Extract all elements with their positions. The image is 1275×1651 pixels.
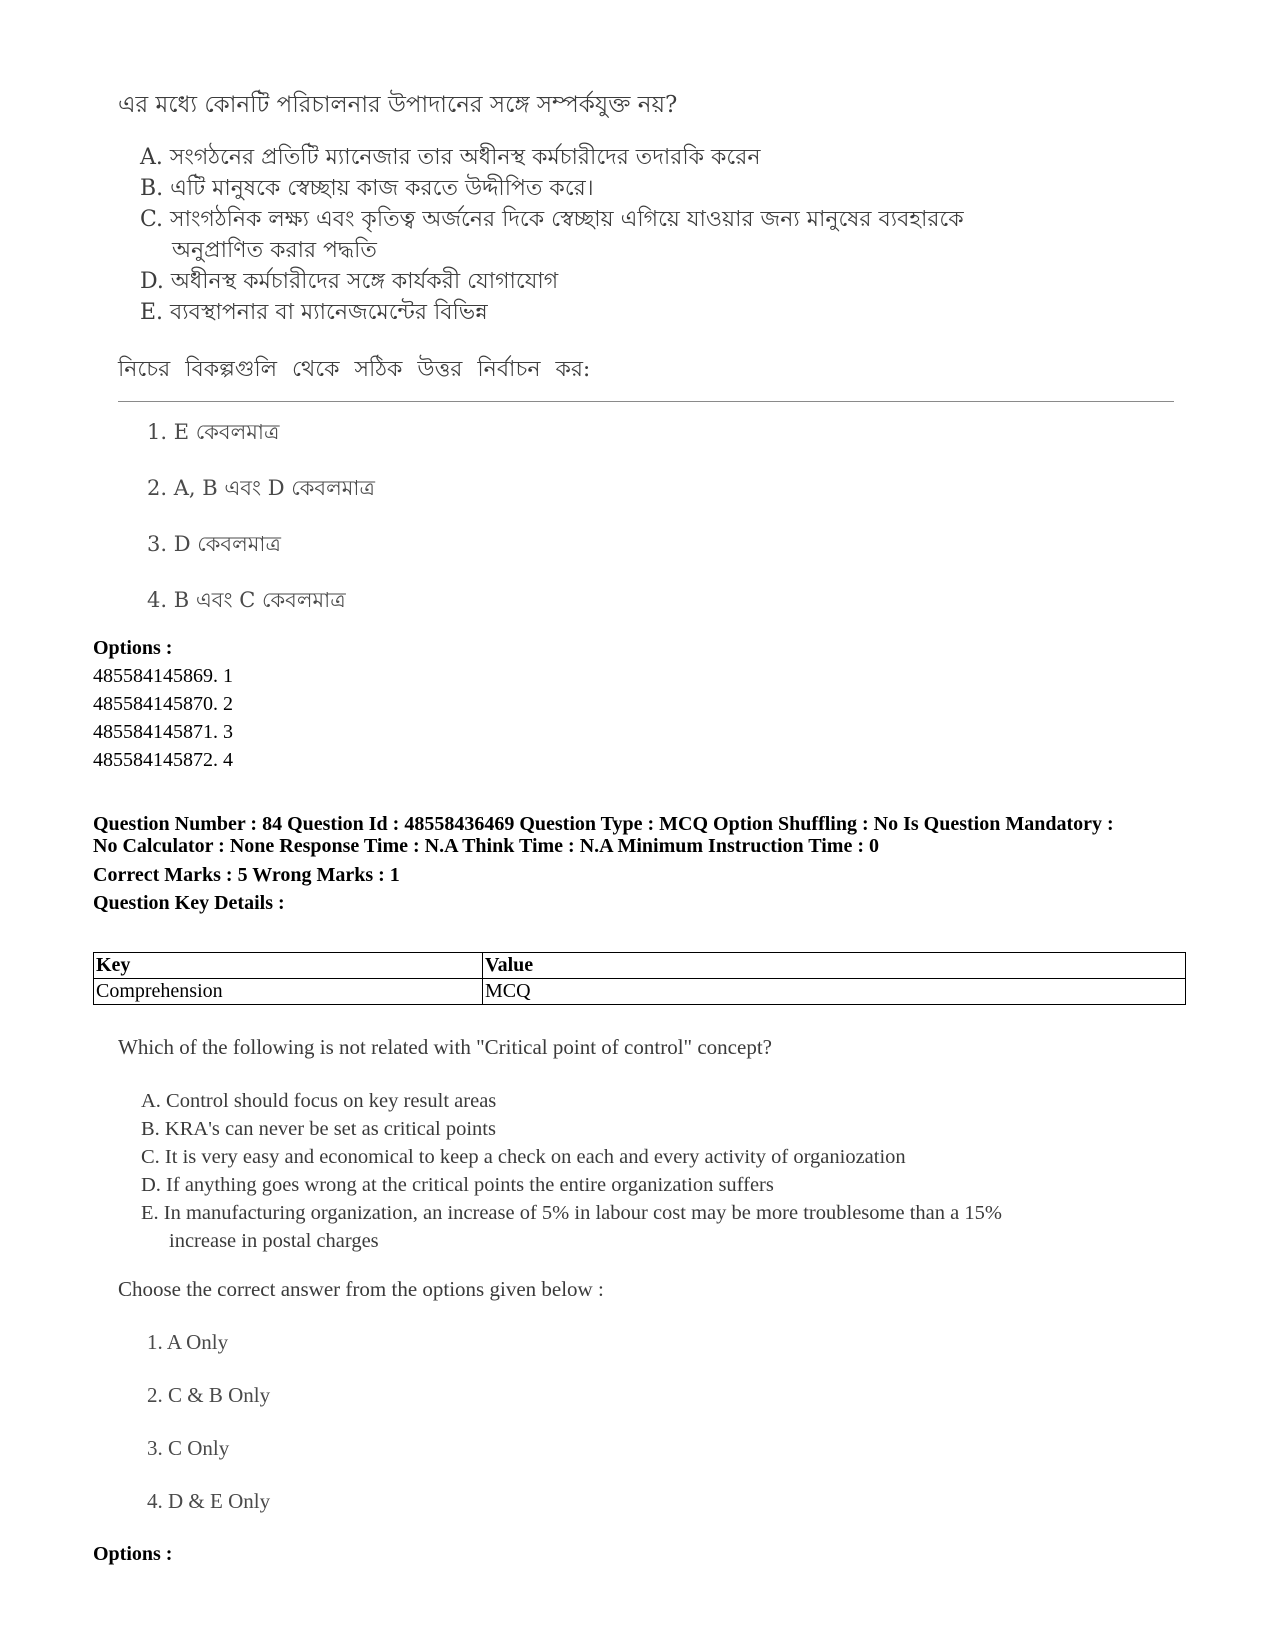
options-heading: Options : [93, 1543, 173, 1565]
table-header-value: Value [483, 953, 1186, 979]
option-id: 485584145871. 3 [93, 721, 233, 743]
english-answer-choice: 4. D & E Only [147, 1489, 271, 1513]
options-heading: Options : [93, 637, 173, 659]
english-statement-list [141, 1087, 1002, 1255]
bengali-answer-choice: 1. E কেবলমাত্র [147, 420, 280, 444]
table-row [94, 979, 1186, 1005]
table-cell-value: MCQ [483, 979, 1186, 1005]
marks-line: Correct Marks : 5 Wrong Marks : 1 [93, 864, 400, 886]
bengali-statement: A. সংগঠনের প্রতিটি ম্যানেজার তার অধীনস্থ কর্মচারীদের তদারকি করেন [140, 145, 761, 170]
english-statement: C. It is very easy and economical to keep a check on each and every activity of organiozation [141, 1146, 906, 1168]
question-meta-line: No Calculator : None Response Time : N.A Think Time : N.A Minimum Instruction Time : 0 [93, 835, 879, 857]
option-id: 485584145872. 4 [93, 749, 233, 771]
table-header-key: Key [94, 953, 483, 979]
bengali-answer-choice: 4. B এবং C কেবলমাত্র [147, 588, 346, 612]
english-statement: B. KRA's can never be set as critical points [141, 1118, 496, 1140]
english-statement-continued: increase in postal charges [169, 1230, 379, 1252]
bengali-statement: B. এটি মানুষকে স্বেচ্ছায় কাজ করতে উদ্দীপিত করে। [140, 176, 594, 201]
bengali-statement-continued: অনুপ্রাণিত করার পদ্ধতি [172, 238, 377, 263]
english-answer-choice: 3. C Only [147, 1436, 230, 1460]
option-id: 485584145869. 1 [93, 665, 233, 687]
english-answer-choice: 2. C & B Only [147, 1383, 271, 1407]
key-details-table [93, 952, 1186, 1005]
divider-line [118, 401, 1174, 402]
english-statement: D. If anything goes wrong at the critical points the entire organization suffers [141, 1174, 774, 1196]
bengali-choose-instruction: নিচের বিকল্পগুলি থেকে সঠিক উত্তর নির্বাচন কর: [118, 357, 591, 382]
key-details-heading: Question Key Details : [93, 892, 285, 914]
bengali-statement-list [140, 142, 964, 328]
english-question-text: Which of the following is not related with "Critical point of control" concept? [118, 1035, 772, 1059]
english-statement: E. In manufacturing organization, an increase of 5% in labour cost may be more troublesome than a 15% [141, 1202, 1002, 1224]
table-cell-key: Comprehension [94, 979, 483, 1005]
bengali-answer-choice: 3. D কেবলমাত্র [147, 532, 281, 556]
bengali-statement: D. অধীনস্থ কর্মচারীদের সঙ্গে কার্যকরী যোগাযোগ [140, 269, 559, 294]
english-answer-choice: 1. A Only [147, 1330, 229, 1354]
bengali-statement: C. সাংগঠনিক লক্ষ্য এবং কৃতিত্ব অর্জনের দিকে স্বেচ্ছায় এগিয়ে যাওয়ার জন্য মানুষের ব্যবহারকে [140, 207, 964, 232]
english-choose-instruction: Choose the correct answer from the options given below : [118, 1277, 604, 1301]
option-id: 485584145870. 2 [93, 693, 233, 715]
bengali-question-text: এর মধ্যে কোনটি পরিচালনার উপাদানের সঙ্গে সম্পর্কযুক্ত নয়? [118, 92, 678, 118]
bengali-statement: E. ব্যবস্থাপনার বা ম্যানেজমেন্টের বিভিন্ন [140, 300, 488, 325]
question-meta-line: Question Number : 84 Question Id : 48558436469 Question Type : MCQ Option Shuffling : No Is Question Mandatory : [93, 813, 1114, 835]
bengali-answer-choice: 2. A, B এবং D কেবলমাত্র [147, 476, 375, 500]
english-statement: A. Control should focus on key result areas [141, 1090, 497, 1112]
table-header-row [94, 953, 1186, 979]
